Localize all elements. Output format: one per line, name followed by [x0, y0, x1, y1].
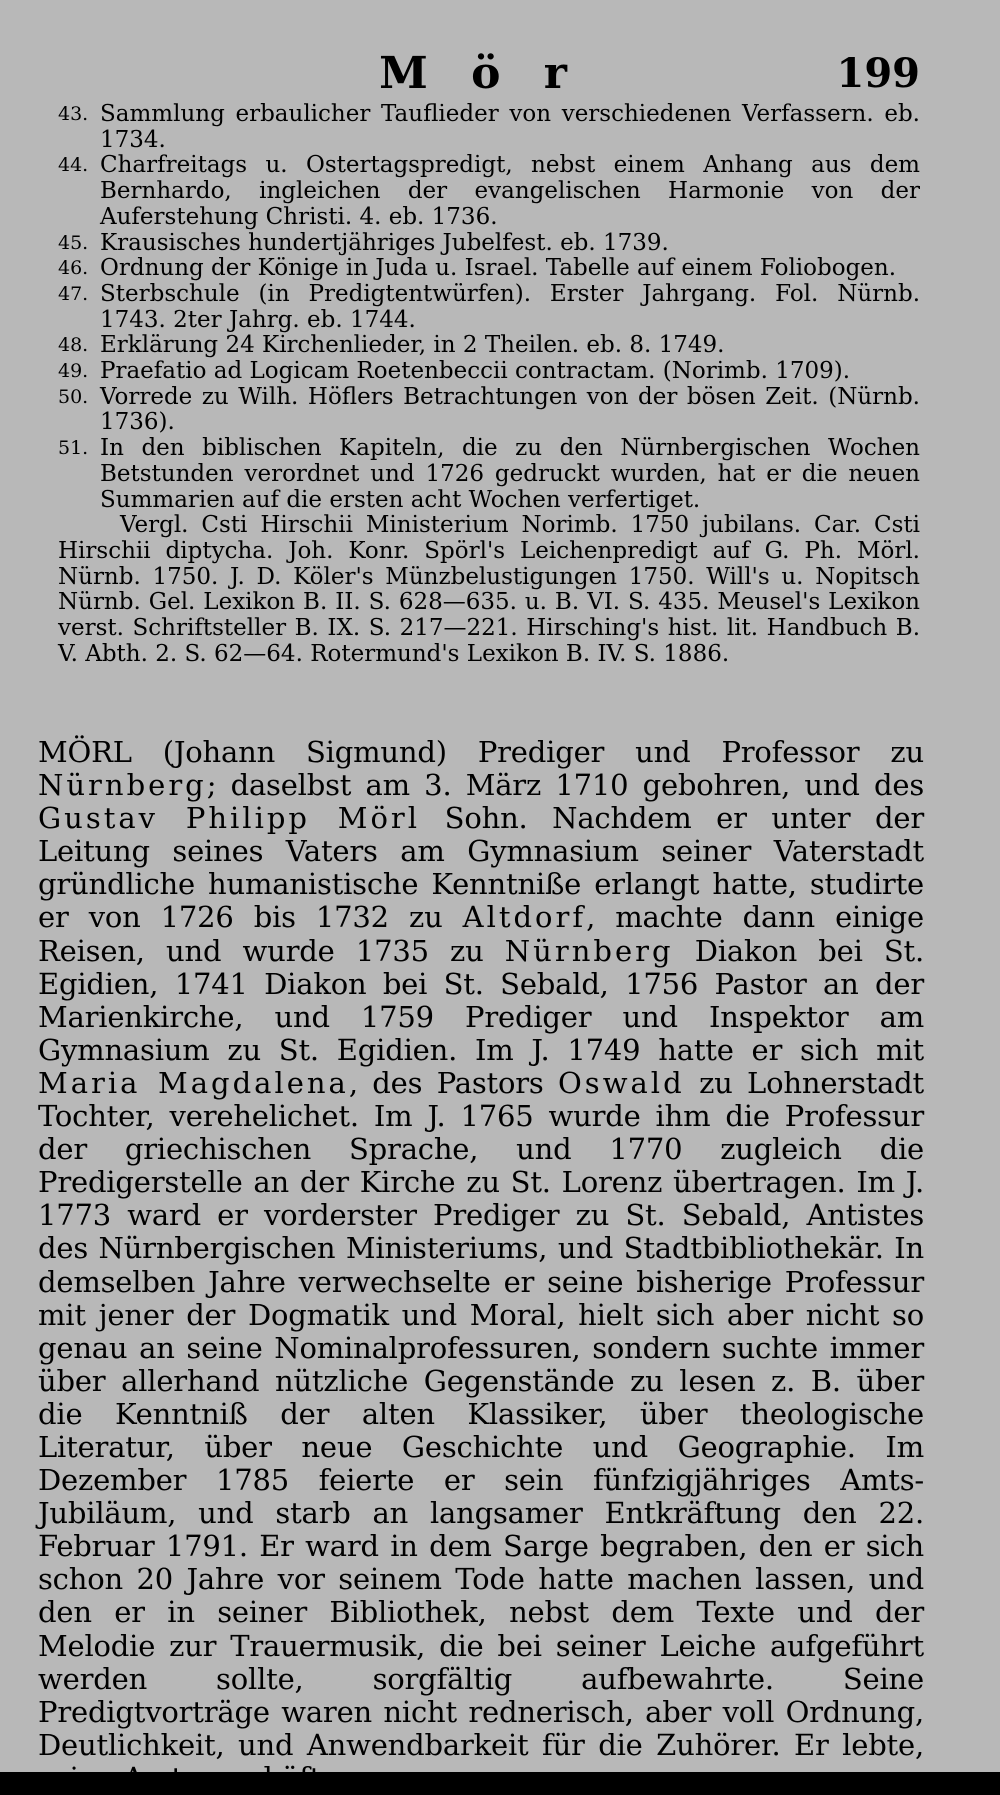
entry-text: Erklärung 24 Kirchenlieder, in 2 Theilen. eb. 8. 1749.	[100, 332, 725, 359]
person-name: Oswald	[558, 1065, 685, 1100]
article-headword: MÖRL (Johann Sigmund)	[38, 735, 447, 769]
list-item	[58, 436, 920, 513]
article-text: Prediger und Professor zu	[446, 735, 924, 769]
entry-text: Sterbschule (in Predigtentwürfen). Erster Jahrgang. Fol. Nürnb. 1743. 2ter Jahrg. eb. 1744.	[100, 280, 920, 333]
article-text: ; daselbst am 3. März 1710 gebohren, und des	[206, 768, 924, 803]
entry-number: 51.	[58, 437, 89, 460]
entry-text: Charfreitags u. Ostertagspredigt, nebst einem Anhang aus dem Bernhardo, ingleichen der evangelischen Harmonie von der Auferstehung Christi. 4. eb. 1736.	[100, 152, 920, 230]
biography-article	[38, 736, 924, 1795]
entry-number: 47.	[58, 282, 89, 305]
place-name: Altdorf	[462, 900, 587, 935]
entry-text: In den biblischen Kapiteln, die zu den Nürnbergischen Wochen Betstunden verordnet und 1726 gedruckt wurden, hat er die neuen Summarien auf die ersten acht Wochen verfertiget.	[100, 435, 920, 513]
list-item	[58, 333, 920, 359]
article-text: Diakon bei St. Egidien, 1741 Diakon bei St. Sebald, 1756 Pastor an der Marienkirche, und 1759 Prediger und Inspektor am Gymnasium zu St. Egidien. Im J. 1749 hatte er sich mit	[38, 933, 924, 1067]
entry-text: Vorrede zu Wilh. Höflers Betrachtungen von der bösen Zeit. (Nürnb. 1736).	[100, 383, 920, 436]
article-text: , machte dann einige Reisen, und wurde 1735 zu	[38, 900, 924, 968]
article-text: Sohn. Nachdem er unter der Leitung seines Vaters am Gymnasium seiner Vaterstadt gründliche humanistische Kenntniße erlangt hatte, studirte er von 1726 bis 1732 zu	[38, 801, 924, 935]
entry-text: Praefatio ad Logicam Roetenbeccii contractam. (Norimb. 1709).	[100, 358, 851, 385]
page-header	[40, 48, 920, 100]
entry-number: 43.	[58, 103, 89, 125]
place-name: Nürnberg	[38, 768, 207, 803]
list-item	[58, 282, 920, 333]
references: Vergl. Csti Hirschii Ministerium Norimb. 1750 jubilans. Car. Csti Hirschii diptycha. Joh. Konr. Spörl's Leichenpredigt auf G. Ph. Mörl. Nürnb. 1750. J. D. Köler's Münzbelustigungen 1750. Will's u. Nopitsch Nürnb. Gel. Lexikon B. II. S. 628—635. u. B. VI. S. 435. Meusel's Lexikon verst. Schriftsteller B. IX. S. 217—221. Hirsching's hist. lit. Handbuch B. V. Abth. 2. S. 62—64. Rotermund's Lexikon B. IV. S. 1886.	[58, 512, 920, 667]
person-name: Maria Magdalena	[38, 1065, 349, 1100]
list-item	[58, 385, 920, 436]
list-item	[58, 231, 920, 257]
list-item	[58, 102, 920, 153]
entry-text: Sammlung erbaulicher Tauflieder von verschiedenen Verfassern. eb. 1734.	[100, 101, 920, 153]
place-name: Nürnberg	[504, 933, 674, 968]
list-item	[58, 256, 920, 282]
entry-number: 46.	[58, 257, 89, 280]
person-name: Gustav Philipp Mörl	[38, 801, 421, 836]
page-number: 199	[836, 50, 920, 97]
entry-number: 50.	[58, 385, 89, 408]
entry-number: 49.	[58, 360, 89, 383]
list-item	[58, 359, 920, 385]
running-head: M ö r	[379, 48, 581, 99]
article-text: , des Pastors	[348, 1065, 559, 1100]
entry-text: Krausisches hundertjähriges Jubelfest. eb. 1739.	[100, 229, 669, 256]
entry-number: 45.	[58, 231, 89, 254]
article-text: zu Lohnerstadt Tochter, verehelichet. Im J. 1765 wurde ihm die Professur der griechischen Sprache, und 1770 zugleich die Predigerstelle an der Kirche zu St. Lorenz übertragen. Im J. 1773 ward er vorderster Prediger zu St. Sebald, Antistes des Nürnbergischen Ministeriums, und Stadtbibliothekär. In demselben Jahre verwechselte er seine bisherige Professur mit jener der Dogmatik und Moral, hielt sich aber nicht so genau an seine Nominalprofessuren, sondern suchte immer über allerhand nützliche Gegenstände zu lesen z. B. über die Kenntniß der alten Klassiker, über theologische Literatur, über neue Geschichte und Geographie. Im Dezember 1785 feierte er sein fünfzigjähriges Amts-Jubiläum, und starb an langsamer Entkräftung den 22. Februar 1791. Er ward in dem Sarge begraben, den er sich schon 20 Jahre vor seinem Tode hatte machen lassen, und den er in seiner Bibliothek, nebst dem Texte und der Melodie zur Trauermusik, die bei seiner Leiche aufgeführt werden sollte, sorgfältig aufbewahrte. Seine Predigtvorträge waren nicht rednerisch, aber voll Ordnung, Deutlichkeit, und Anwendbarkeit für die Zuhörer. Er lebte, seine Amtsgeschäfte	[38, 1065, 925, 1795]
list-item	[58, 153, 920, 230]
works-list	[58, 102, 920, 667]
entry-text: Ordnung der Könige in Juda u. Israel. Tabelle auf einem Foliobogen.	[100, 255, 897, 282]
entry-number: 48.	[58, 334, 89, 357]
entry-number: 44.	[58, 154, 89, 177]
